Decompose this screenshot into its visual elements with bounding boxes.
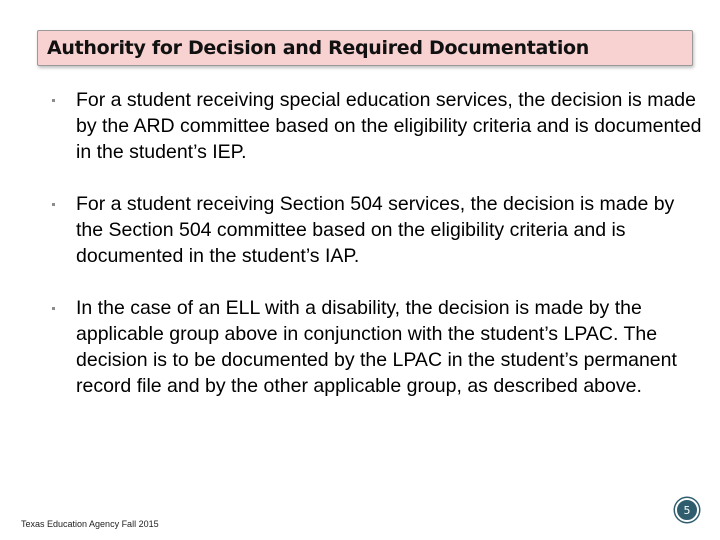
- bullet-item-section-504: [52, 191, 702, 269]
- page-number-badge: [675, 498, 699, 522]
- slide-title: Authority for Decision and Required Documentation: [47, 37, 590, 59]
- bullet-text: For a student receiving special education services, the decision is made by the ARD committee based on the eligibility criteria and is documented in the student’s IEP.: [76, 89, 702, 163]
- footer-text: Texas Education Agency Fall 2015: [21, 519, 159, 529]
- bullet-marker-icon: [52, 203, 55, 206]
- title-banner: [37, 30, 693, 66]
- bullet-item-special-education: [52, 87, 702, 165]
- bullet-text: For a student receiving Section 504 services, the decision is made by the Section 504 committee based on the eligibility criteria and is documented in the student’s IAP.: [76, 193, 675, 267]
- page-number: 5: [683, 503, 691, 517]
- bullet-text: In the case of an ELL with a disability, the decision is made by the applicable group above in conjunction with the student’s LPAC. The decision is to be documented by the LPAC in the student’s permanent record file and by the other applicable group, as described above.: [76, 297, 677, 397]
- bullet-marker-icon: [52, 307, 55, 310]
- bullet-marker-icon: [52, 99, 55, 102]
- bullet-list: [52, 87, 702, 425]
- bullet-item-ell-disability: [52, 295, 702, 399]
